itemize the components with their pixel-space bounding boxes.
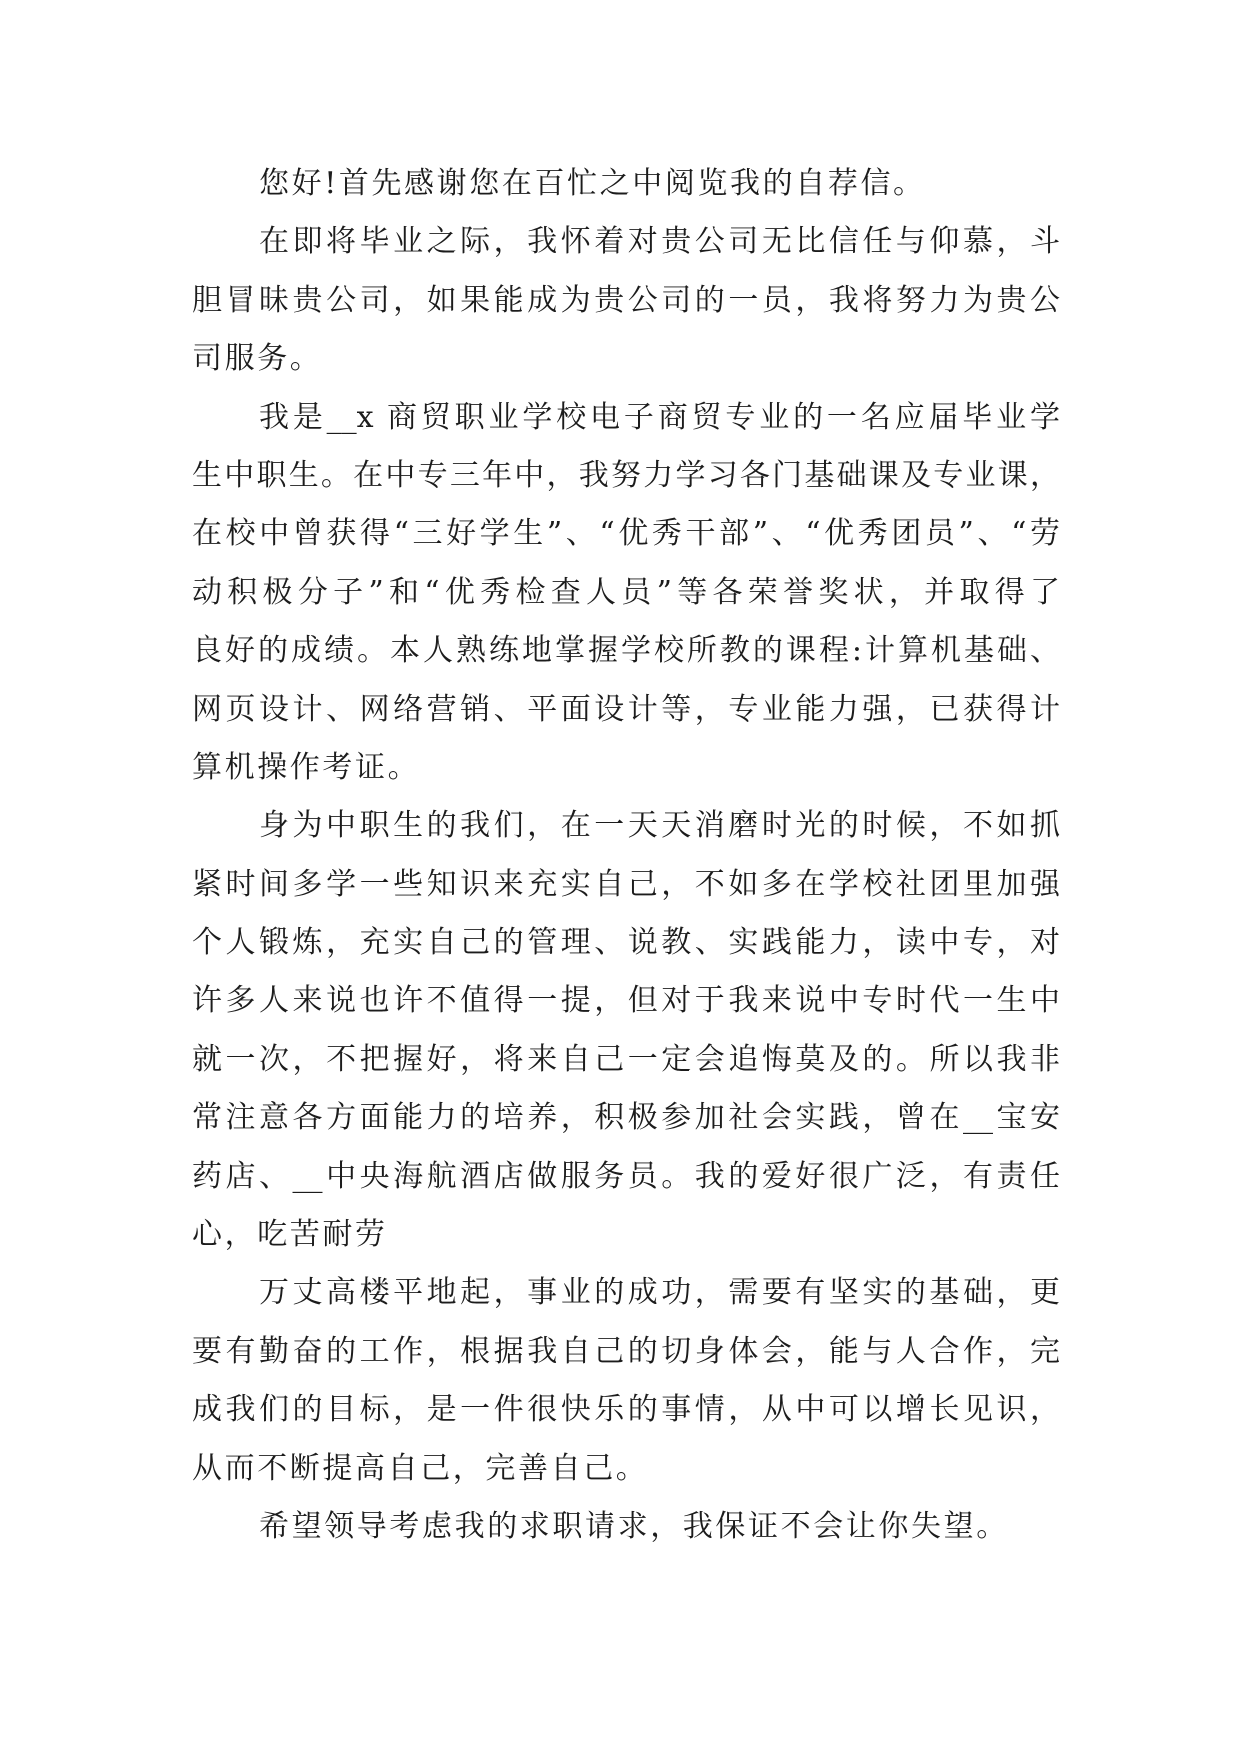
paragraph-line: 良好的成绩。本人熟练地掌握学校所教的课程:计算机基础、: [192, 633, 1060, 669]
paragraph-line: 从而不断提高自己，完善自己。: [192, 1450, 649, 1486]
paragraph-line: 要有勤奋的工作，根据我自己的切身体会，能与人合作，完: [192, 1333, 1060, 1369]
paragraph-line: 紧时间多学一些知识来充实自己，不如多在学校社团里加强: [192, 866, 1060, 902]
paragraph-line: 药店、__中央海航酒店做服务员。我的爱好很广泛，有责任: [192, 1158, 1060, 1194]
paragraph-line: 算机操作考证。: [192, 749, 421, 785]
paragraph-line: 胆冒昧贵公司，如果能成为贵公司的一员，我将努力为贵公: [192, 282, 1060, 318]
paragraph-background: [192, 389, 1060, 798]
document-body: [192, 155, 1060, 1556]
paragraph-experience: [192, 797, 1060, 1264]
paragraph-line: 动积极分子”和“优秀检查人员”等各荣誉奖状，并取得了: [192, 574, 1060, 610]
paragraph-line: 在校中曾获得“三好学生”、“优秀干部”、“优秀团员”、“劳: [192, 516, 1060, 552]
paragraph-line: 成我们的目标，是一件很快乐的事情，从中可以增长见识，: [192, 1392, 1060, 1428]
paragraph-line: 在即将毕业之际，我怀着对贵公司无比信任与仰慕，斗: [259, 224, 1060, 260]
paragraph-motivation: [192, 1264, 1060, 1498]
paragraph-greeting: [192, 155, 1060, 213]
paragraph-line: 身为中职生的我们，在一天天消磨时光的时候，不如抓: [259, 808, 1060, 844]
paragraph-line: 就一次，不把握好，将来自己一定会追悔莫及的。所以我非: [192, 1041, 1060, 1077]
paragraph-intent: [192, 213, 1060, 388]
paragraph-line: 司服务。: [192, 341, 323, 377]
paragraph-line: 生中职生。在中专三年中，我努力学习各门基础课及专业课，: [192, 457, 1060, 493]
paragraph-line: 希望领导考虑我的求职请求，我保证不会让你失望。: [259, 1508, 1009, 1544]
paragraph-line: 您好!首先感谢您在百忙之中阅览我的自荐信。: [259, 166, 926, 201]
paragraph-line: 许多人来说也许不值得一提，但对于我来说中专时代一生中: [192, 983, 1060, 1019]
paragraph-line: 我是__x 商贸职业学校电子商贸专业的一名应届毕业学: [259, 399, 1060, 435]
paragraph-line: 常注意各方面能力的培养，积极参加社会实践，曾在__宝安: [192, 1100, 1060, 1136]
paragraph-line: 个人锻炼，充实自己的管理、说教、实践能力，读中专，对: [192, 925, 1060, 961]
paragraph-closing: [192, 1498, 1060, 1556]
paragraph-line: 万丈高楼平地起，事业的成功，需要有坚实的基础，更: [259, 1275, 1060, 1311]
paragraph-line: 网页设计、网络营销、平面设计等，专业能力强，已获得计: [192, 691, 1060, 727]
paragraph-line: 心，吃苦耐劳: [192, 1217, 388, 1253]
